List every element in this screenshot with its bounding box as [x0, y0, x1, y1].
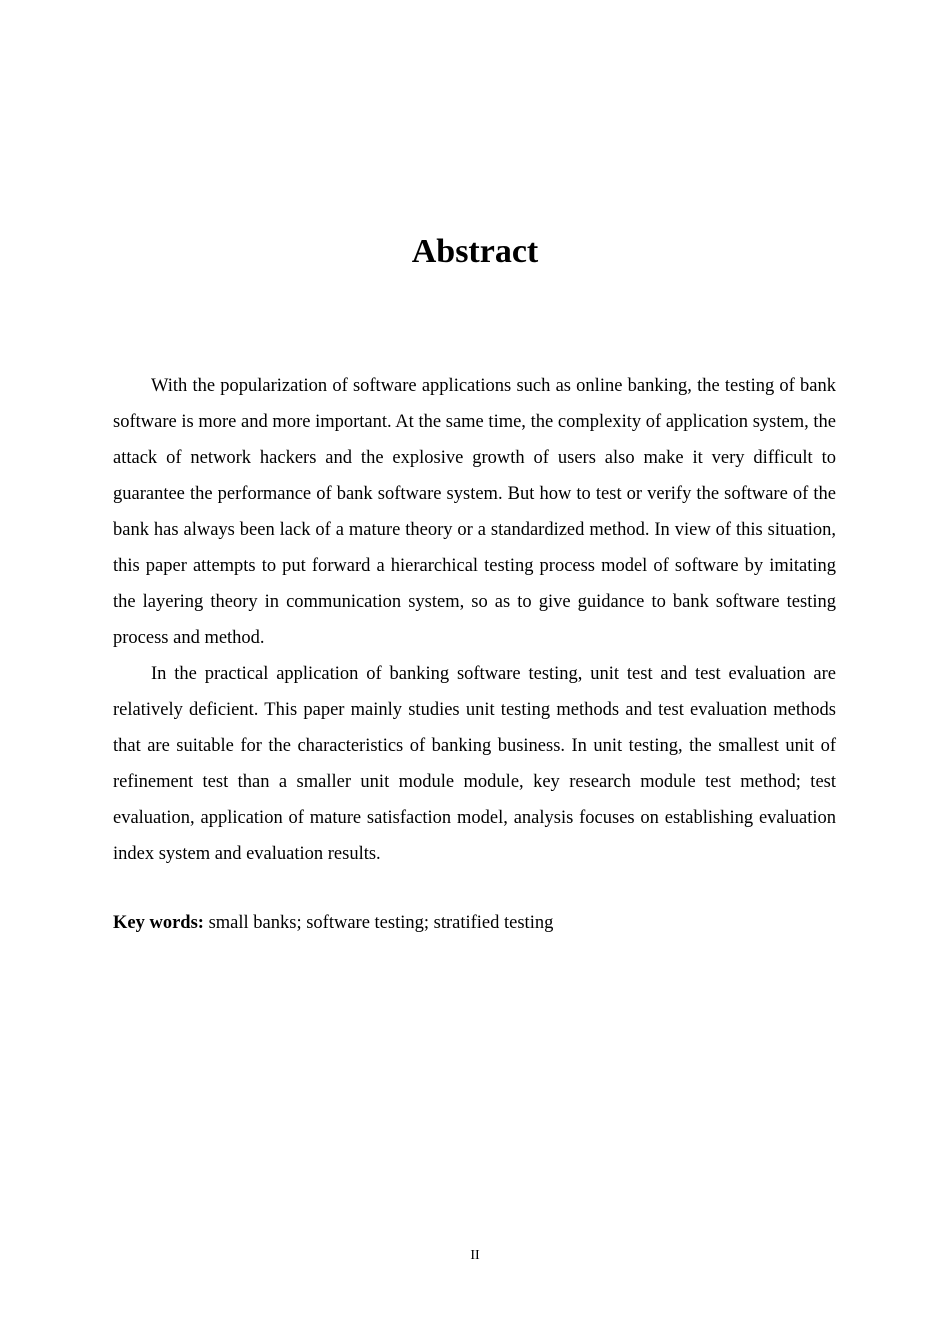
abstract-paragraph-1: With the popularization of software applications such as online banking, the testing of bank software is more and more important. At the same time, the complexity of application system, the attack of network hackers and the explosive growth of users also make it very difficult to guarantee the performance of bank software system. But how to test or verify the software of the bank has always been lack of a mature theory or a standardized method. In view of this situation, this paper attempts to put forward a hierarchical testing process model of software by imitating the layering theory in communication system, so as to give guidance to bank software testing process and method. — [113, 376, 836, 648]
keywords-label: Key words: — [113, 913, 204, 933]
page-number: II — [470, 1248, 480, 1263]
abstract-title: Abstract — [411, 233, 539, 270]
abstract-body — [113, 368, 836, 872]
abstract-paragraph-2: In the practical application of banking software testing, unit test and test evaluation are relatively deficient. This paper mainly studies unit testing methods and test evaluation methods that are suitable for the characteristics of banking business. In unit testing, the smallest unit of refinement test than a smaller unit module module, key research module test method; test evaluation, application of mature satisfaction model, analysis focuses on establishing evaluation index system and evaluation results. — [113, 664, 836, 864]
keywords-text: small banks; software testing; stratified testing — [203, 913, 554, 933]
keywords-line — [113, 905, 836, 941]
